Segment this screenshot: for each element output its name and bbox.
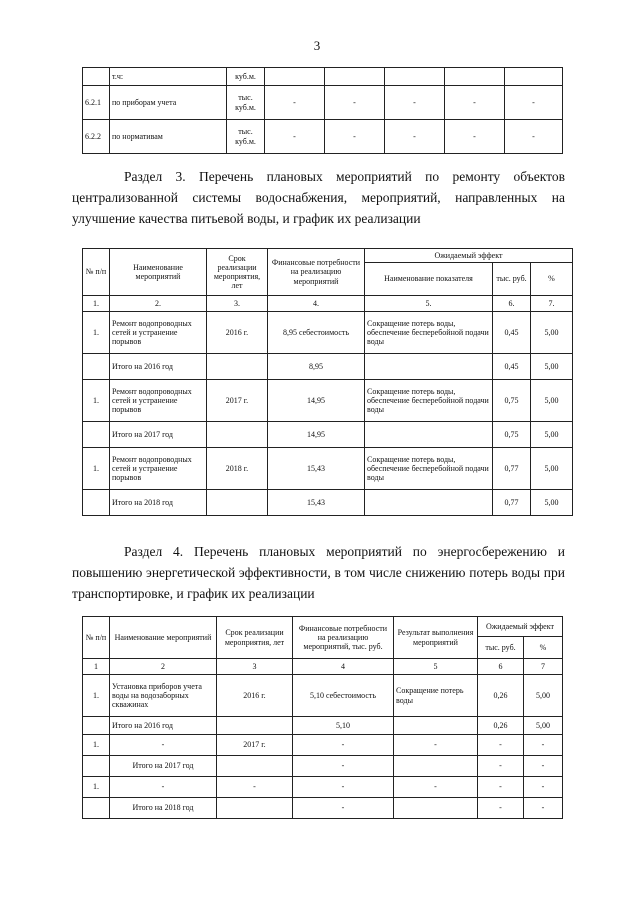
cell: 6.2.1 xyxy=(83,86,110,120)
cell: 2017 г. xyxy=(217,735,293,756)
cell xyxy=(207,490,268,516)
cell xyxy=(265,68,325,86)
table-row xyxy=(83,717,563,735)
cell: 0,26 xyxy=(478,717,524,735)
cell: 1. xyxy=(83,380,110,422)
cell xyxy=(394,717,478,735)
cell: - xyxy=(394,735,478,756)
cell: - xyxy=(385,86,445,120)
header-rub: тыс. руб. xyxy=(478,637,524,659)
table-colnum-row xyxy=(83,296,573,312)
cell: Сокращение потерь воды, обеспечение бесперебойной подачи воды xyxy=(365,380,493,422)
colnum: 3 xyxy=(217,659,293,675)
table-row xyxy=(83,68,563,86)
colnum: 4. xyxy=(268,296,365,312)
header-name: Наименование мероприятий xyxy=(110,249,207,296)
cell: 15,43 xyxy=(268,490,365,516)
cell: - xyxy=(524,777,563,798)
cell: - xyxy=(478,756,524,777)
cell: Итого на 2017 год xyxy=(110,756,217,777)
cell: куб.м. xyxy=(227,68,265,86)
section3-table xyxy=(82,248,573,516)
header-rub: тыс. руб. xyxy=(493,263,531,296)
table-row xyxy=(83,422,573,448)
cell: 1. xyxy=(83,675,110,717)
cell: - xyxy=(478,735,524,756)
cell: 1. xyxy=(83,448,110,490)
table-colnum-row xyxy=(83,659,563,675)
cell xyxy=(325,68,385,86)
cell: Итого на 2016 год xyxy=(110,354,207,380)
section4-heading xyxy=(72,541,565,604)
cell: 0,75 xyxy=(493,380,531,422)
cell: - xyxy=(217,777,293,798)
cell: - xyxy=(325,120,385,154)
cell: - xyxy=(293,798,394,819)
colnum: 5. xyxy=(365,296,493,312)
cell: - xyxy=(293,756,394,777)
cell: 0,45 xyxy=(493,354,531,380)
cell: по приборам учета xyxy=(110,86,227,120)
cell: тыс. куб.м. xyxy=(227,86,265,120)
header-num: № п/п xyxy=(83,249,110,296)
cell xyxy=(394,798,478,819)
cell: по нормативам xyxy=(110,120,227,154)
table-row xyxy=(83,756,563,777)
top-table xyxy=(82,67,563,154)
table-row xyxy=(83,86,563,120)
cell: 14,95 xyxy=(268,380,365,422)
colnum: 1 xyxy=(83,659,110,675)
cell: 5,10 себестоимость xyxy=(293,675,394,717)
table-row xyxy=(83,735,563,756)
header-result: Результат выполнения мероприятий xyxy=(394,617,478,659)
cell: Итого на 2016 год xyxy=(110,717,217,735)
cell: - xyxy=(265,86,325,120)
cell: 0,77 xyxy=(493,490,531,516)
section3-heading xyxy=(72,166,565,229)
cell xyxy=(505,68,563,86)
cell xyxy=(445,68,505,86)
cell: 14,95 xyxy=(268,422,365,448)
cell: 5,00 xyxy=(531,448,573,490)
cell: - xyxy=(325,86,385,120)
cell xyxy=(83,756,110,777)
cell: Ремонт водопроводных сетей и устранение порывов xyxy=(110,312,207,354)
cell: 5,00 xyxy=(531,490,573,516)
cell: Сокращение потерь воды xyxy=(394,675,478,717)
colnum: 1. xyxy=(83,296,110,312)
table-row xyxy=(83,312,573,354)
cell: Итого на 2018 год xyxy=(110,490,207,516)
cell xyxy=(207,422,268,448)
colnum: 6 xyxy=(478,659,524,675)
colnum: 5 xyxy=(394,659,478,675)
cell: - xyxy=(524,735,563,756)
cell: 5,00 xyxy=(531,422,573,448)
cell xyxy=(83,490,110,516)
cell xyxy=(365,490,493,516)
cell: 5,00 xyxy=(531,380,573,422)
colnum: 2. xyxy=(110,296,207,312)
cell: - xyxy=(385,120,445,154)
section4-text: Раздел 4. Перечень плановых мероприятий по энергосбережению и повышению энергетической эффективности, в том числе снижению потерь воды при транспортировке, и график их реализации xyxy=(72,544,565,601)
cell: - xyxy=(478,777,524,798)
colnum: 7 xyxy=(524,659,563,675)
cell xyxy=(83,717,110,735)
table-header-row xyxy=(83,617,563,637)
cell: Сокращение потерь воды, обеспечение бесперебойной подачи воды xyxy=(365,312,493,354)
cell: тыс. куб.м. xyxy=(227,120,265,154)
cell: - xyxy=(293,777,394,798)
cell xyxy=(83,354,110,380)
cell: 6.2.2 xyxy=(83,120,110,154)
cell: 0,75 xyxy=(493,422,531,448)
cell xyxy=(365,422,493,448)
cell: 2016 г. xyxy=(217,675,293,717)
header-fin: Финансовые потребности на реализацию мероприятий xyxy=(268,249,365,296)
table-row xyxy=(83,120,563,154)
cell xyxy=(385,68,445,86)
cell: Ремонт водопроводных сетей и устранение порывов xyxy=(110,448,207,490)
table-row xyxy=(83,354,573,380)
table-row xyxy=(83,380,573,422)
cell: - xyxy=(478,798,524,819)
header-name: Наименование мероприятий xyxy=(110,617,217,659)
section3-text: Раздел 3. Перечень плановых мероприятий по ремонту объектов централизованной системы водоснабжения, мероприятий, направленных на улучшение качества питьевой воды, и график их реализации xyxy=(72,169,565,226)
header-effect: Ожидаемый эффект xyxy=(365,249,573,263)
cell: 5,00 xyxy=(524,717,563,735)
cell: 5,00 xyxy=(524,675,563,717)
cell xyxy=(83,68,110,86)
cell: 2018 г. xyxy=(207,448,268,490)
colnum: 7. xyxy=(531,296,573,312)
cell xyxy=(365,354,493,380)
header-effect: Ожидаемый эффект xyxy=(478,617,563,637)
cell: Ремонт водопроводных сетей и устранение порывов xyxy=(110,380,207,422)
cell: - xyxy=(524,756,563,777)
cell: Сокращение потерь воды, обеспечение бесперебойной подачи воды xyxy=(365,448,493,490)
cell xyxy=(217,717,293,735)
cell: 8,95 себестоимость xyxy=(268,312,365,354)
cell: Итого на 2017 год xyxy=(110,422,207,448)
cell: 0,45 xyxy=(493,312,531,354)
cell: - xyxy=(505,120,563,154)
cell: 2017 г. xyxy=(207,380,268,422)
cell: - xyxy=(505,86,563,120)
header-term: Срок реализации мероприятия, лет xyxy=(217,617,293,659)
colnum: 6. xyxy=(493,296,531,312)
cell: - xyxy=(445,120,505,154)
header-fin: Финансовые потребности на реализацию мероприятий, тыс. руб. xyxy=(293,617,394,659)
colnum: 3. xyxy=(207,296,268,312)
header-indicator: Наименование показателя xyxy=(365,263,493,296)
table-row xyxy=(83,798,563,819)
cell: 15,43 xyxy=(268,448,365,490)
table-row xyxy=(83,777,563,798)
cell: 0,77 xyxy=(493,448,531,490)
header-num: № п/п xyxy=(83,617,110,659)
cell: - xyxy=(110,735,217,756)
cell xyxy=(207,354,268,380)
cell: т.ч: xyxy=(110,68,227,86)
cell: - xyxy=(445,86,505,120)
cell: 5,10 xyxy=(293,717,394,735)
cell: 5,00 xyxy=(531,354,573,380)
cell: - xyxy=(524,798,563,819)
cell xyxy=(217,756,293,777)
cell xyxy=(217,798,293,819)
cell: 5,00 xyxy=(531,312,573,354)
colnum: 4 xyxy=(293,659,394,675)
header-pct: % xyxy=(524,637,563,659)
cell: Итого на 2018 год xyxy=(110,798,217,819)
cell xyxy=(83,798,110,819)
cell: - xyxy=(394,777,478,798)
table-row xyxy=(83,675,563,717)
cell: 1. xyxy=(83,735,110,756)
cell xyxy=(394,756,478,777)
cell: - xyxy=(265,120,325,154)
cell: 2016 г. xyxy=(207,312,268,354)
cell: 1. xyxy=(83,312,110,354)
cell xyxy=(83,422,110,448)
cell: 8,95 xyxy=(268,354,365,380)
table-row xyxy=(83,448,573,490)
cell: 0,26 xyxy=(478,675,524,717)
cell: 1. xyxy=(83,777,110,798)
colnum: 2 xyxy=(110,659,217,675)
header-pct: % xyxy=(531,263,573,296)
cell: - xyxy=(110,777,217,798)
cell: Установка приборов учета воды на водозаборных скважинах xyxy=(110,675,217,717)
header-term: Срок реализации мероприятия, лет xyxy=(207,249,268,296)
section4-table xyxy=(82,616,563,819)
page-number: 3 xyxy=(313,38,321,53)
table-header-row xyxy=(83,249,573,263)
table-row xyxy=(83,490,573,516)
cell: - xyxy=(293,735,394,756)
